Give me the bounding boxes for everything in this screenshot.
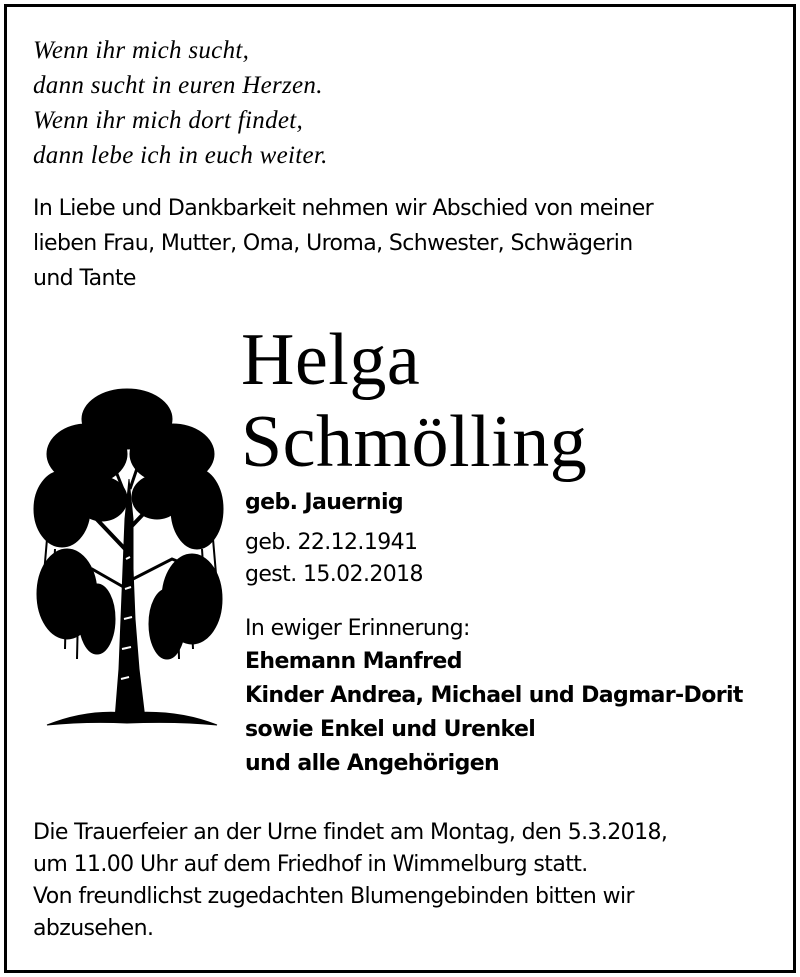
life-dates bbox=[245, 527, 743, 591]
birch-tree-icon bbox=[27, 379, 227, 734]
mourners-block bbox=[245, 613, 743, 781]
mourners-heading: In ewiger Erinnerung: bbox=[245, 616, 470, 641]
death-date: gest. 15.02.2018 bbox=[245, 562, 423, 587]
poem-line: dann sucht in euren Herzen. bbox=[33, 72, 323, 99]
poem-line: Wenn ihr mich dort findet, bbox=[33, 107, 304, 134]
farewell-intro bbox=[33, 191, 773, 296]
footer-line: Die Trauerfeier an der Urne findet am Montag, den 5.3.2018, bbox=[33, 820, 668, 845]
footer-line: um 11.00 Uhr auf dem Friedhof in Wimmelburg statt. bbox=[33, 852, 588, 877]
life-details bbox=[245, 485, 743, 781]
funeral-info bbox=[33, 817, 793, 945]
maiden-name: geb. Jauernig bbox=[245, 490, 404, 515]
memorial-poem bbox=[33, 33, 328, 173]
first-name: Helga bbox=[241, 319, 421, 401]
birth-date: geb. 22.12.1941 bbox=[245, 530, 418, 555]
poem-line: dann lebe ich in euch weiter. bbox=[33, 142, 328, 169]
mourner-line: sowie Enkel und Urenkel bbox=[245, 717, 536, 742]
footer-line: abzusehen. bbox=[33, 916, 154, 941]
mourner-line: Kinder Andrea, Michael und Dagmar-Dorit bbox=[245, 683, 743, 708]
intro-line: In Liebe und Dankbarkeit nehmen wir Abschied von meiner bbox=[33, 196, 654, 221]
intro-line: und Tante bbox=[33, 266, 136, 291]
poem-line: Wenn ihr mich sucht, bbox=[33, 37, 250, 64]
footer-line: Von freundlichst zugedachten Blumengebinden bitten wir bbox=[33, 884, 634, 909]
deceased-name bbox=[241, 319, 587, 483]
intro-line: lieben Frau, Mutter, Oma, Uroma, Schwester, Schwägerin bbox=[33, 231, 633, 256]
obituary-notice bbox=[4, 4, 796, 973]
mourner-line: und alle Angehörigen bbox=[245, 751, 500, 776]
last-name: Schmölling bbox=[241, 401, 588, 483]
mourner-line: Ehemann Manfred bbox=[245, 649, 462, 674]
